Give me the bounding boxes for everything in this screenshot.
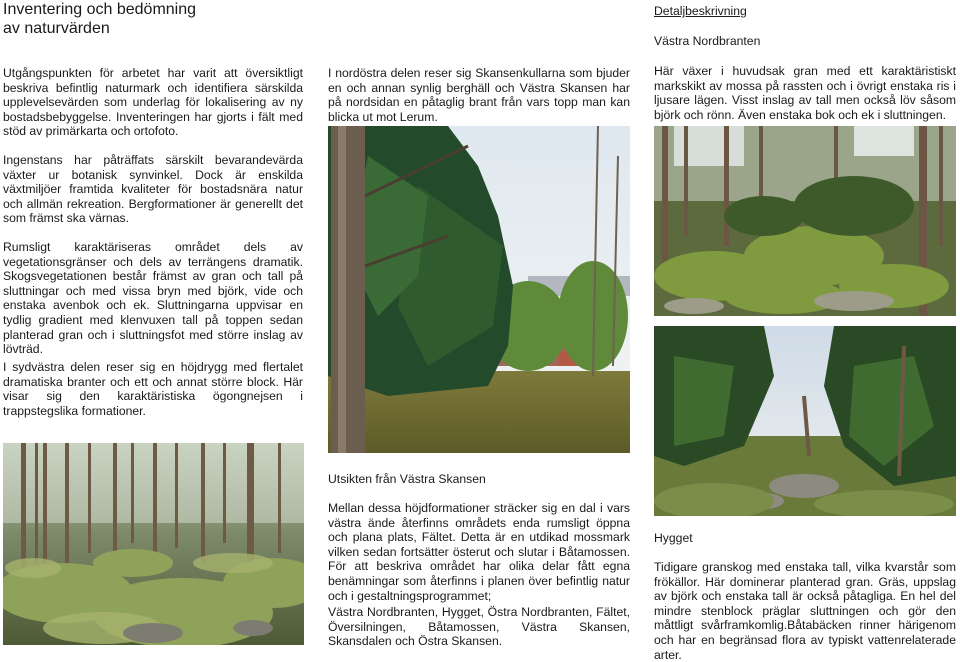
middle-paragraph-3: Västra Nordbranten, Hygget, Östra Nordbranten, Fältet, Översilningen, Båtamossen, Västra Skansen, Skansdalen och Östra Skansen. — [328, 605, 630, 649]
section-heading: Detaljbeskrivning — [654, 4, 747, 18]
slope-photo — [654, 126, 956, 316]
view-photo — [328, 126, 630, 453]
left-paragraph-4: I sydvästra delen reser sig en höjdrygg med flertalet dramatiska branter och ett och annat större block. Här visar sig den karaktäristiska ögongnejsen i trappstegslika formationer. — [3, 360, 303, 418]
left-paragraph-1: Utgångspunkten för arbetet har varit att översiktligt beskriva befintlig naturmark och identifiera särskilda upplevelsevärden som underlag för lokalisering av ny bostadsbebyggelse. Inventeringen har gjorts i fält med stöd av primärkarta och ortofoto. — [3, 66, 303, 139]
middle-paragraph-2: Mellan dessa höjdformationer sträcker sig en dal i vars västra ände återfinns områdets enda rumsligt öppna och plana plats, Fältet. Detta är en utdikad mossmark vilken sedan fortsätter österut och slutar i Båtamossen. För att beskriva området har olika delar fått egna benämningar som återfinns i planen över befintlig natur och i gestaltningsprogrammet; — [328, 501, 630, 603]
right-paragraph-2: Tidigare granskog med enstaka tall, vilka kvarstår som frökällor. Här dominerar planterad gran. Gräs, uppslag av björk och enstaka tall är också påtagliga. En hel del mindre stenblock präglar sluttningen och gör den måttligt svårframkomlig.Båtabäcken rinner härigenom och har en begränsad flora av typiskt vattenrelaterade arter. — [654, 560, 956, 662]
right-paragraph-1: Här växer i huvudsak gran med ett karaktäristiskt markskikt av mossa på rassten och i övrigt enstaka ris i ljusare lägen. Visst inslag av tall men också löv såsom björk och rönn. Även enstaka bok och ek i sluttningen. — [654, 64, 956, 122]
title-line-1: Inventering och bedömning — [3, 1, 197, 18]
view-caption: Utsikten från Västra Skansen — [328, 472, 486, 486]
forest-floor-photo — [3, 443, 304, 645]
page-title — [3, 0, 243, 38]
subheading-hygget: Hygget — [654, 531, 693, 545]
subheading-vastra-nordbranten: Västra Nordbranten — [654, 34, 761, 48]
middle-paragraph-1: I nordöstra delen reser sig Skansenkullarna som bjuder en och annan synlig berghäll och Västra Skansen har på nordsidan en påtaglig brant från vars topp man kan blicka ut mot Lerum. — [328, 66, 630, 124]
left-paragraph-2: Ingenstans har påträffats särskilt bevarandevärda växter ur botanisk synvinkel. Dock är enskilda växtmiljöer framtida kvaliteter för bostadsnära natur och allmän rekreation. Bergformationer är generellt det som främst ska värnas. — [3, 153, 303, 226]
title-line-2: av naturvärden — [3, 20, 110, 37]
left-paragraph-3: Rumsligt karaktäriseras området dels av vegetationsgränser och dels av terrängens dramatik. Skogsvegetationen består främst av gran och tall på sluttningar och med vissa bryn med björk, vide och enstaka avenbok och ek. Sluttningarna uppvisar en tydlig gradient med klenvuxen tall på toppen sedan planterad gran och i sluttningsfot med större inslag av lövträd. — [3, 240, 303, 357]
hygget-photo — [654, 326, 956, 516]
